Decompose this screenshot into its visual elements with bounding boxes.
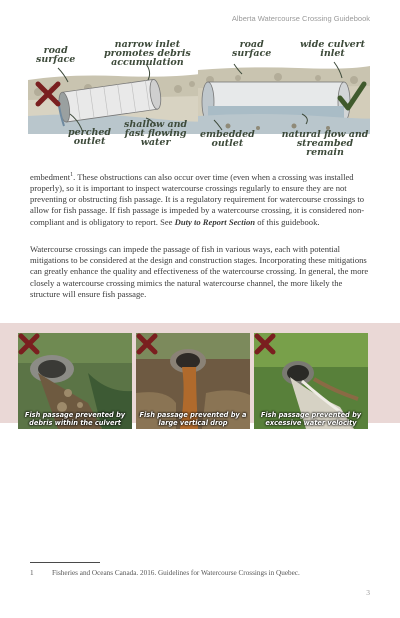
paragraph-mitigations: Watercourse crossings can impede the passage of fish in various ways, each with potential mitigations to be considered at the design and construction stages. Incorporating these mitigations can greatly enhance the quality and effectiveness of the watercourse crossing. In general, the more closely a watercourse crossing mimics the natural watercourse channel, the more likely the structure will ensure fish passage. xyxy=(30,244,369,299)
photo-water-velocity xyxy=(254,333,368,429)
duty-to-report-link[interactable]: Duty to Report Section xyxy=(174,216,256,227)
photo-caption: Fish passage prevented by debris within the culvert xyxy=(24,411,126,427)
label-road-surface-right: road surface xyxy=(232,39,272,59)
x-mark-icon xyxy=(254,333,276,355)
footnote xyxy=(30,569,300,577)
label-natural-flow: natural flow and streambed remain xyxy=(281,129,369,158)
x-mark-icon xyxy=(18,333,40,355)
page-number: 3 xyxy=(366,588,370,597)
footnote-number: 1 xyxy=(30,569,34,577)
x-mark-icon xyxy=(136,333,158,355)
photo-debris-culvert xyxy=(18,333,132,429)
label-shallow-fast-water: shallow and fast flowing water xyxy=(124,119,188,148)
paragraph-obstructions: embedment$^1$. These obstructions can also occur over time (even when a crossing was installed properly), so it is important to inspect watercourse crossings regularly to ensure they are not preventing or obstructing fish passage. It is a regulatory requirement for watercourse crossings to allow for fish passage. If fish passage is impeded by a watercourse crossing, it is considered non-compliant and is obligatory to report. See Duty to Report Section of this guidebook. xyxy=(30,171,365,227)
label-embedded-outlet: embedded outlet xyxy=(200,129,255,149)
label-wide-culvert-inlet: wide culvert inlet xyxy=(300,39,366,59)
label-narrow-inlet: narrow inlet promotes debris accumulation xyxy=(104,39,191,68)
footnote-divider xyxy=(30,562,100,563)
footnote-text: Fisheries and Oceans Canada. 2016. Guidelines for Watercourse Crossings in Quebec. xyxy=(52,569,300,577)
footnote-reference[interactable]: 1 xyxy=(70,172,74,178)
culvert-diagram-compliant xyxy=(198,34,370,158)
photo-caption: Fish passage prevented by a large vertical drop xyxy=(139,411,247,427)
label-road-surface-left: road surface xyxy=(36,45,76,65)
photo-caption: Fish passage prevented by excessive water velocity xyxy=(260,411,362,427)
culvert-diagram-noncompliant xyxy=(28,34,200,154)
photo-vertical-drop xyxy=(136,333,250,429)
running-header: Alberta Watercourse Crossing Guidebook xyxy=(231,14,370,23)
label-perched-outlet: perched outlet xyxy=(68,127,112,147)
